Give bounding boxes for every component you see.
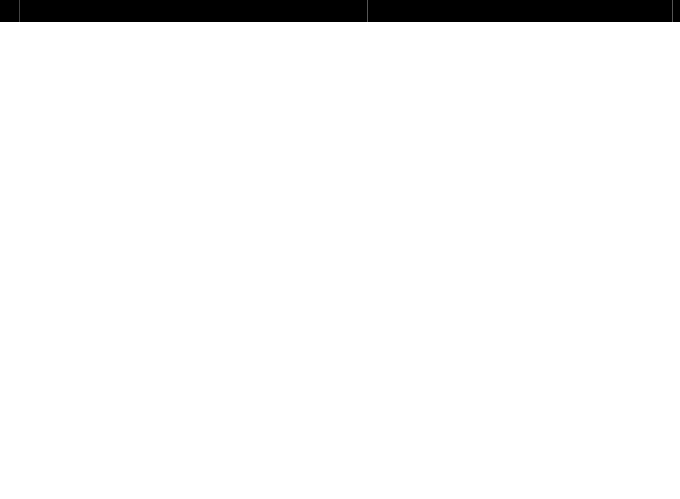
column-header-c[interactable] [673, 0, 680, 22]
select-all-corner[interactable] [0, 0, 20, 22]
column-header-a[interactable] [20, 0, 368, 22]
column-header-bar [0, 0, 680, 22]
column-header-b[interactable] [368, 0, 673, 22]
